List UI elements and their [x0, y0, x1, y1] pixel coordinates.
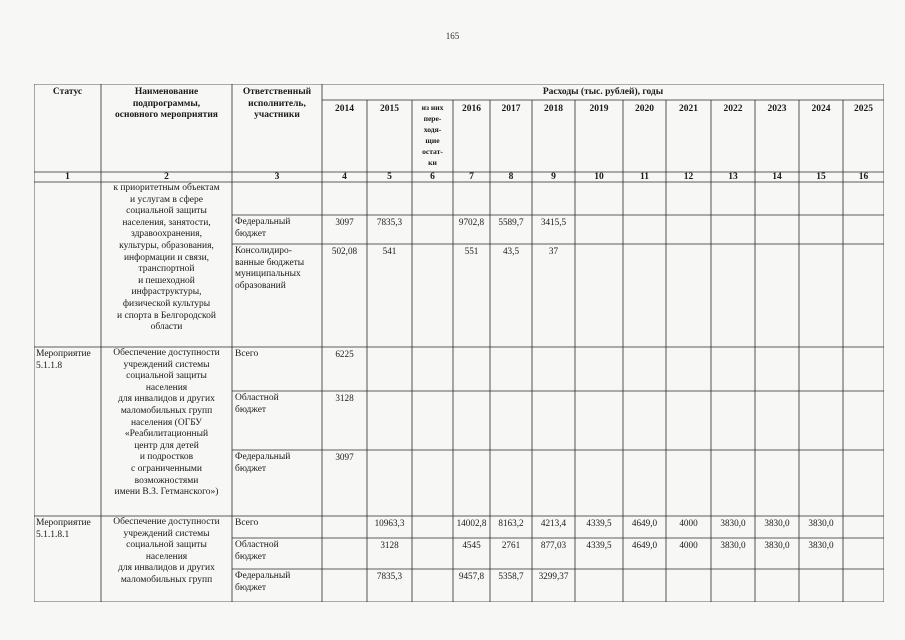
block1-value-r2-c7: 9702,8	[458, 217, 485, 227]
block3-participant-3: Федеральный бюджет	[235, 571, 291, 593]
block2-name: Обеспечение доступности учреждений системы социальной защиты населения для инвалидов и других маломобильных групп населения (ОГБУ «Реабилитационный центр для детей и подростков с ограниченными возможностями имени В.З. Гетманского»)	[113, 348, 220, 498]
column-number-6: 6	[430, 172, 435, 182]
block3-value-r2-c14: 3830,0	[764, 540, 790, 550]
block1-value-r2-c5: 7835,3	[376, 217, 403, 227]
column-number-11: 11	[640, 172, 649, 182]
header-status: Статус	[52, 87, 83, 97]
block1-value-r3-c9: 37	[548, 246, 559, 256]
header-year-9: 2021	[679, 104, 698, 114]
header-year-8: 2020	[635, 104, 654, 114]
column-number-14: 14	[772, 172, 782, 182]
block3-value-r1-c14: 3830,0	[764, 518, 790, 528]
block1-value-r2-c8: 5589,7	[498, 217, 524, 227]
block2-value-r3-c4: 3097	[335, 452, 354, 462]
header-year-2: 2015	[380, 104, 399, 114]
column-number-13: 13	[728, 172, 738, 182]
header-year-6: 2018	[544, 104, 563, 114]
block3-value-r1-c5: 10963,3	[374, 518, 405, 528]
column-number-3: 3	[274, 172, 280, 182]
column-number-15: 15	[816, 172, 826, 182]
column-number-9: 9	[551, 172, 556, 182]
block1-value-r2-c9: 3415,5	[540, 217, 567, 227]
header-year-10: 2022	[723, 104, 743, 114]
block2-value-r2-c4: 3128	[335, 393, 354, 403]
block2-status: Мероприятие 5.1.1.8	[36, 349, 91, 371]
header-year-3: из них пере- ходя- щие остат- ки	[421, 103, 444, 167]
column-number-4: 4	[342, 172, 347, 182]
block2-participant-3: Федеральный бюджет	[235, 452, 291, 474]
block3-value-r2-c9: 877,03	[540, 540, 567, 550]
block3-participant-2: Областной бюджет	[235, 540, 279, 562]
block3-value-r1-c7: 14002,8	[456, 518, 487, 528]
block3-value-r2-c11: 4649,0	[631, 540, 658, 550]
column-number-16: 16	[858, 172, 869, 182]
header-name: Наименование подпрограммы, основного мероприятия	[115, 87, 218, 121]
block1-value-r3-c7: 551	[464, 246, 479, 256]
block3-value-r2-c7: 4545	[462, 540, 481, 550]
header-year-7: 2019	[589, 104, 609, 114]
column-number-10: 10	[594, 172, 604, 182]
block3-value-r2-c12: 4000	[679, 540, 698, 550]
page-number: 165	[445, 31, 460, 41]
header-responsible: Ответственный исполнитель, участники	[242, 87, 312, 121]
block3-value-r1-c8: 8163,2	[498, 518, 524, 528]
block3-participant-1: Всего	[235, 518, 259, 528]
block3-value-r1-c15: 3830,0	[808, 518, 834, 528]
block3-value-r2-c8: 2761	[501, 540, 521, 550]
block3-name: Обеспечение доступности учреждений системы социальной защиты населения для инвалидов и других маломобильных групп	[113, 517, 220, 585]
column-number-2: 2	[164, 172, 169, 182]
block1-value-r3-c5: 541	[382, 246, 397, 256]
header-year-5: 2017	[501, 104, 521, 114]
block2-participant-2: Областной бюджет	[235, 393, 279, 415]
block3-value-r1-c11: 4649,0	[631, 518, 658, 528]
header-year-13: 2025	[854, 104, 873, 114]
column-number-12: 12	[683, 172, 694, 182]
block3-value-r2-c10: 4339,5	[586, 540, 612, 550]
block1-value-r2-c4: 3097	[335, 217, 354, 227]
column-number-5: 5	[387, 172, 392, 182]
block3-value-r2-c15: 3830,0	[808, 540, 834, 550]
header-expenses: Расходы (тыс. рублей), годы	[542, 87, 664, 97]
block3-value-r1-c13: 3830,0	[720, 518, 746, 528]
block3-value-r1-c12: 4000	[679, 518, 698, 528]
block1-participant-2: Федеральный бюджет	[235, 217, 291, 239]
block3-value-r3-c8: 5358,7	[498, 571, 524, 581]
header-year-11: 2023	[767, 104, 787, 114]
block3-status: Мероприятие 5.1.1.8.1	[36, 518, 91, 540]
block1-value-r3-c4: 502,08	[331, 246, 358, 256]
header-year-12: 2024	[811, 104, 831, 114]
block1-name: к приоритетным объектам и услугам в сфере социальной защиты населения, занятости, здравоохранения, культуры, образования, информации и связи, транспортной и пешеходной инфраструктуры, физической культуры и спорта в Белгородской области	[113, 183, 220, 333]
block3-value-r1-c10: 4339,5	[586, 518, 612, 528]
budget-table	[34, 84, 884, 602]
block3-value-r3-c9: 3299,37	[538, 571, 569, 581]
block3-value-r3-c7: 9457,8	[458, 571, 485, 581]
block1-value-r3-c8: 43,5	[502, 246, 520, 256]
column-number-7: 7	[469, 172, 474, 182]
block1-participant-3: Консолидиро- ванные бюджеты муниципальных образований	[235, 246, 305, 291]
block3-value-r2-c13: 3830,0	[720, 540, 746, 550]
column-number-1: 1	[65, 172, 70, 182]
header-year-4: 2016	[462, 104, 481, 114]
block3-value-r1-c9: 4213,4	[540, 518, 567, 528]
header-year-1: 2014	[335, 104, 354, 114]
block3-value-r2-c5: 3128	[380, 540, 399, 550]
block2-value-r1-c4: 6225	[335, 349, 354, 359]
column-number-8: 8	[508, 172, 514, 182]
block2-participant-1: Всего	[235, 349, 259, 359]
block3-value-r3-c5: 7835,3	[376, 571, 403, 581]
